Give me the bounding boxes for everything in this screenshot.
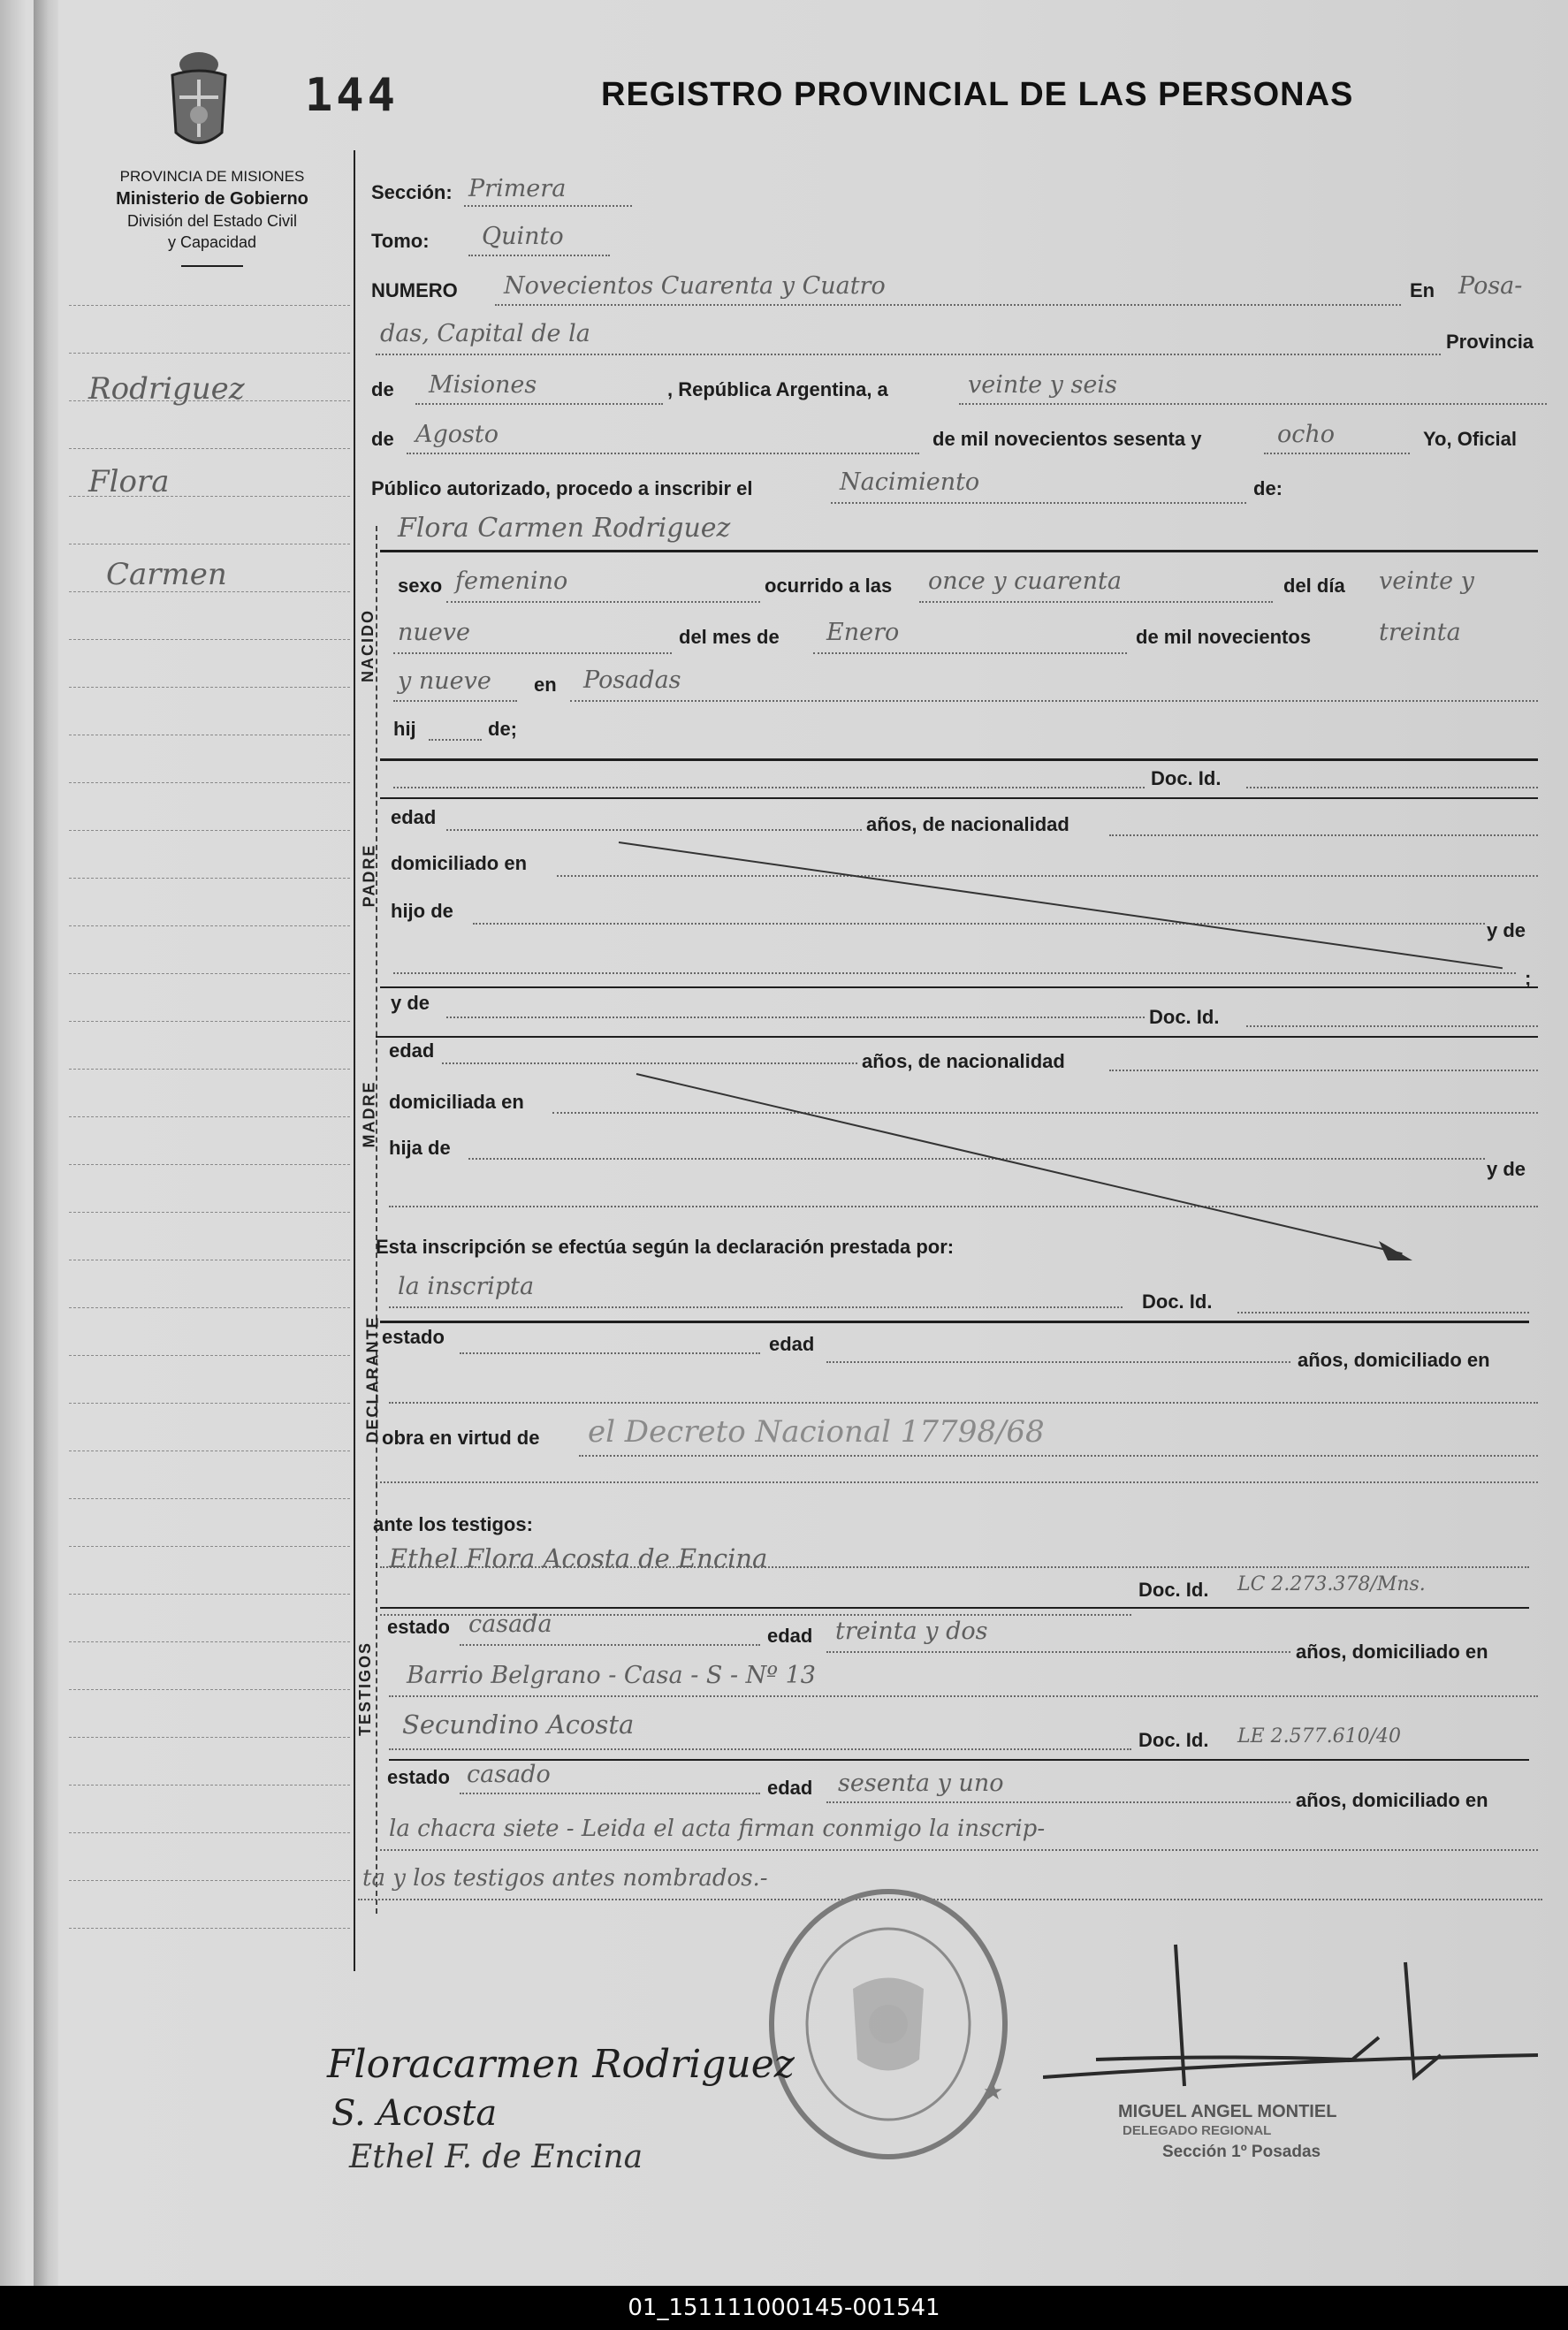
label-edad-madre: edad (389, 1039, 435, 1062)
label-semicolon: ; (1525, 967, 1532, 989)
field-lugar-nac: Posadas (583, 666, 681, 694)
label-edad-declarante: edad (769, 1333, 815, 1355)
margin-rule-line (69, 1116, 350, 1117)
margin-rule-line (69, 878, 350, 879)
label-anos-dom-testigo1: años, domiciliado en (1296, 1641, 1488, 1663)
dots-estado-testigo1 (460, 1644, 760, 1646)
field-declarante: la inscripta (398, 1273, 535, 1300)
field-sexo: femenino (455, 567, 568, 595)
label-sexo: sexo (398, 575, 443, 597)
dots-mes-acta (407, 453, 919, 454)
rule-madre (376, 1036, 1538, 1038)
field-testigo1-dom: Barrio Belgrano - Casa - S - Nº 13 (407, 1662, 816, 1689)
field-testigo2-dom: la chacra siete - Leida el acta firman conmigo la inscrip- (389, 1816, 1046, 1842)
dots-edad-madre (442, 1062, 857, 1064)
label-hij: hij (393, 718, 416, 740)
dots-madre-abuela (389, 1206, 1538, 1207)
rule-padre (380, 797, 1538, 799)
field-dia-nac-2: nueve (398, 619, 470, 646)
margin-rule-line (69, 1355, 350, 1356)
dots-doc-padre (1246, 787, 1538, 788)
footer-id-bar (0, 2286, 1568, 2330)
margin-rule-line (69, 353, 350, 354)
field-anio-nac-1: treinta (1379, 619, 1461, 646)
dots-nac-padre (1109, 834, 1538, 836)
field-mes-nac: Enero (826, 619, 900, 646)
margin-surname: Rodriguez (88, 371, 245, 407)
margin-name-1: Flora (88, 464, 170, 499)
margin-divider (354, 150, 355, 1971)
field-testigo1: Ethel Flora Acosta de Encina (389, 1543, 768, 1573)
header-capacity: y Capacidad (167, 233, 257, 251)
field-obra: el Decreto Nacional 17798/68 (588, 1414, 1045, 1450)
dots-declarante-end (376, 1481, 1538, 1483)
label-edad-testigo1: edad (767, 1625, 813, 1647)
margin-rule-line (69, 1021, 350, 1022)
rule-madre-top (380, 986, 1538, 988)
dots-lugar-nac (570, 700, 1538, 702)
field-testigo2-doc: LE 2.577.610/40 (1237, 1725, 1402, 1748)
dots-dom-testigo1 (389, 1695, 1538, 1697)
dots-provincia (415, 403, 663, 405)
header-underline (181, 265, 243, 267)
field-lugar: das, Capital de la (380, 320, 590, 347)
section-testigos: TESTIGOS (356, 1641, 375, 1737)
field-acto: Nacimiento (840, 468, 980, 496)
label-anos-dom-testigo2: años, domiciliado en (1296, 1789, 1488, 1811)
margin-rule-line (69, 1737, 350, 1738)
arrow-head-icon (1379, 1237, 1414, 1264)
dots-madre-nombre (446, 1017, 1145, 1018)
dots-dia (959, 403, 1547, 405)
dots-anio-acta (1264, 453, 1410, 454)
rule-declarante (380, 1321, 1529, 1323)
field-tomo: Quinto (482, 223, 564, 250)
section-declarante: DECLARANTE (363, 1315, 382, 1443)
label-doc-declarante: Doc. Id. (1142, 1291, 1213, 1313)
dots-estado-testigo2 (460, 1793, 760, 1794)
margin-rule-line (69, 1307, 350, 1308)
dots-hija-de (468, 1158, 1485, 1160)
field-anio-nac-2: y nueve (398, 667, 491, 695)
field-hora: once y cuarenta (928, 567, 1122, 595)
label-ante: ante los testigos: (373, 1513, 533, 1535)
label-edad-padre: edad (391, 806, 437, 828)
field-cierre: ta y los testigos antes nombrados.- (362, 1865, 768, 1892)
margin-rule-line (69, 1689, 350, 1690)
label-hijo-de: hijo de (391, 900, 453, 922)
page-title: REGISTRO PROVINCIAL DE LAS PERSONAS (601, 76, 1354, 113)
dots-dom-padre (557, 875, 1538, 877)
label-republica: , República Argentina, a (667, 378, 888, 400)
margin-rule-line (69, 1594, 350, 1595)
madre-cancel-line (636, 1073, 1403, 1254)
margin-rule-line (69, 305, 350, 306)
stamp-name: MIGUEL ANGEL MONTIEL (1118, 2102, 1337, 2121)
label-mil-nov: de mil novecientos (1136, 626, 1312, 648)
label-hija-de: hija de (389, 1137, 451, 1159)
label-ocurrido: ocurrido a las (765, 575, 893, 597)
margin-rule-line (69, 830, 350, 831)
label-numero: NUMERO (371, 279, 458, 301)
margin-rule-line (69, 1880, 350, 1881)
dots-obra (579, 1455, 1538, 1457)
folio-number: 144 (305, 69, 399, 122)
label-en-lugar: en (534, 674, 557, 696)
margin-rule-line (69, 687, 350, 688)
dots-edad-declarante (826, 1361, 1290, 1363)
label-provincia: Provincia (1446, 331, 1534, 353)
label-doc-madre: Doc. Id. (1149, 1006, 1220, 1028)
dots-anio-nac (393, 700, 517, 702)
margin-rule-line (69, 1164, 350, 1165)
book-binding (34, 0, 58, 2286)
section-padre: PADRE (360, 843, 378, 908)
label-y-de-madre2: y de (1487, 1158, 1526, 1180)
dots-padre-abuela (393, 972, 1516, 974)
dots-mes-nac (813, 652, 1127, 654)
field-en: Posa- (1458, 272, 1523, 300)
dots-acto (831, 502, 1246, 504)
label-anos-nac-madre: años, de nacionalidad (862, 1050, 1065, 1072)
field-testigo1-estado: casada (468, 1610, 552, 1638)
rule-testigo1 (380, 1607, 1529, 1609)
official-seal-icon (760, 1883, 1016, 2166)
margin-rule-line (69, 782, 350, 783)
label-doc-testigo1: Doc. Id. (1138, 1579, 1209, 1601)
section-nacido: NACIDO (359, 609, 377, 682)
margin-rule-line (69, 639, 350, 640)
margin-rule-line (69, 1212, 350, 1213)
header-division: División del Estado Civil (126, 212, 298, 230)
stamp-office: Sección 1º Posadas (1162, 2143, 1321, 2161)
dots-estado-declarante (460, 1352, 760, 1354)
margin-name-2: Carmen (106, 557, 227, 592)
margin-rule-line (69, 1785, 350, 1786)
label-tomo: Tomo: (371, 230, 430, 252)
label-del-dia: del día (1283, 575, 1345, 597)
label-anos-nac-padre: años, de nacionalidad (866, 813, 1069, 835)
dots-seccion (464, 205, 632, 207)
field-testigo2-edad: sesenta y uno (838, 1770, 1004, 1797)
margin-rule-line (69, 1832, 350, 1833)
margin-rule-line (69, 1546, 350, 1547)
dots-nac-madre (1109, 1070, 1538, 1071)
field-testigo1-edad: treinta y dos (835, 1618, 988, 1645)
field-dia-nac-1: veinte y (1379, 567, 1474, 595)
rule-testigo2 (389, 1759, 1529, 1761)
dots-testigo2 (389, 1748, 1131, 1750)
label-y-de-madre: y de (391, 992, 430, 1014)
coat-of-arms-icon (164, 49, 234, 155)
label-esta-inscripcion: Esta inscripción se efectúa según la declaración prestada por: (376, 1236, 955, 1258)
field-testigo1-doc: LC 2.273.378/Mns. (1237, 1573, 1426, 1595)
label-de-mes: de (371, 428, 394, 450)
signature-testigo1: Ethel F. de Encina (349, 2139, 643, 2175)
section-madre: MADRE (360, 1080, 378, 1148)
label-estado-declarante: estado (382, 1326, 445, 1348)
padre-cancel-line (619, 841, 1503, 969)
field-nombre: Flora Carmen Rodriguez (398, 513, 731, 544)
dots-dom-testigo2 (380, 1849, 1538, 1851)
label-en: En (1410, 279, 1435, 301)
label-mil-sesenta: de mil novecientos sesenta y (932, 428, 1202, 450)
field-seccion: Primera (468, 175, 567, 202)
label-doc-testigo2: Doc. Id. (1138, 1729, 1209, 1751)
signature-inscripta: Floracarmen Rodriguez (327, 2042, 795, 2087)
label-de-provincia: de (371, 378, 394, 400)
dots-tomo (468, 255, 610, 256)
header-province: PROVINCIA DE MISIONES (119, 168, 305, 185)
label-seccion: Sección: (371, 181, 453, 203)
margin-rule-line (69, 1403, 350, 1404)
margin-rule-line (69, 973, 350, 974)
label-doc-padre: Doc. Id. (1151, 767, 1222, 789)
label-de-colon: de: (1253, 477, 1283, 499)
label-yo-oficial: Yo, Oficial (1423, 428, 1517, 450)
label-domiciliada-madre: domiciliada en (389, 1091, 524, 1113)
section-divider (376, 526, 377, 1914)
field-dia: veinte y seis (968, 371, 1117, 399)
dots-edad-testigo1 (826, 1651, 1290, 1653)
label-obra: obra en virtud de (382, 1427, 540, 1449)
field-numero: Novecientos Cuarenta y Cuatro (504, 272, 886, 300)
header-ministry: Ministerio de Gobierno (116, 189, 308, 209)
dots-hora (919, 601, 1273, 603)
dots-lugar (376, 354, 1441, 355)
dots-declarante (389, 1306, 1123, 1308)
field-mes-acta: Agosto (415, 421, 499, 448)
label-y-de-padre: y de (1487, 919, 1526, 941)
margin-rule-line (69, 1641, 350, 1642)
dots-edad-testigo2 (826, 1801, 1290, 1803)
rule-padre-top (380, 758, 1538, 761)
label-estado-testigo2: estado (387, 1766, 450, 1788)
label-edad-testigo2: edad (767, 1777, 813, 1799)
margin-rule-line (69, 925, 350, 926)
field-provincia: Misiones (429, 371, 537, 399)
label-publico: Público autorizado, procedo a inscribir el (371, 477, 753, 499)
dots-dom-declarante (389, 1402, 1538, 1404)
dots-dom-madre (552, 1112, 1538, 1114)
dots-padre-nombre (393, 787, 1145, 788)
label-de-semicolon: de; (488, 718, 517, 740)
dots-numero (495, 304, 1401, 306)
margin-rule-line (69, 1928, 350, 1929)
dots-hij (429, 739, 482, 741)
label-domiciliado-padre: domiciliado en (391, 852, 528, 874)
signature-testigo2: S. Acosta (331, 2093, 498, 2134)
dots-doc-madre (1246, 1025, 1538, 1027)
dots-hijo-de (473, 923, 1485, 925)
field-testigo2-estado: casado (467, 1761, 551, 1788)
dots-dia-nac (393, 652, 672, 654)
footer-id: 01_151111000145-001541 (628, 2295, 940, 2321)
label-estado-testigo1: estado (387, 1616, 450, 1638)
label-del-mes: del mes de (679, 626, 780, 648)
dots-sexo (446, 601, 760, 603)
margin-rule-line (69, 1498, 350, 1499)
dots-doc-declarante (1237, 1312, 1529, 1313)
rule-nombre (380, 550, 1538, 552)
svg-text:★: ★ (983, 2079, 1004, 2105)
stamp-role: DELEGADO REGIONAL (1123, 2123, 1272, 2138)
label-anos-dom-declarante: años, domiciliado en (1298, 1349, 1490, 1371)
margin-rule-line (69, 1069, 350, 1070)
field-testigo2: Secundino Acosta (402, 1709, 635, 1740)
dots-edad-padre (446, 829, 862, 831)
margin-rule-line (69, 448, 350, 449)
field-anio-acta: ocho (1277, 421, 1336, 448)
